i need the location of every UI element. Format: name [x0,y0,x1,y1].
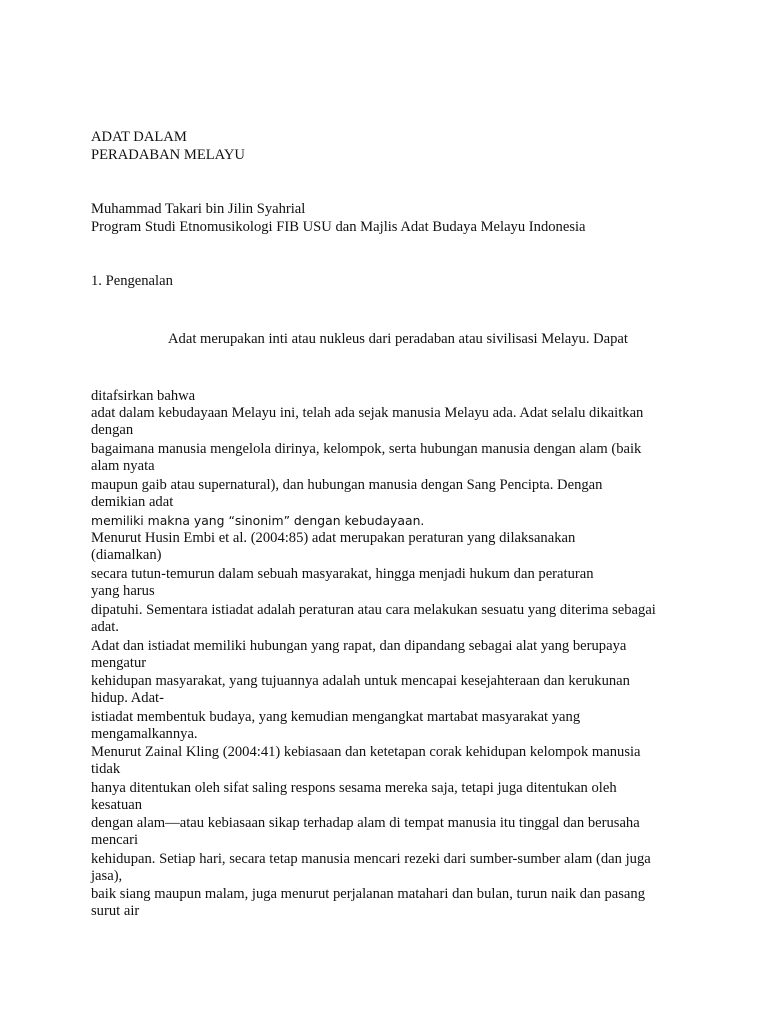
title-line-1: ADAT DALAM [91,129,187,145]
body-line: baik siang maupun malam, juga menurut perjalanan matahari dan bulan, turun naik dan pasang [91,886,645,902]
author-affiliation: Program Studi Etnomusikologi FIB USU dan Majlis Adat Budaya Melayu Indonesia [91,219,586,235]
title-line-2: PERADABAN MELAYU [91,147,245,163]
body-line: dengan [91,422,134,438]
body-line: alam nyata [91,458,155,474]
body-line: surut air [91,903,140,919]
body-line: tidak [91,761,121,777]
body-line: ditafsirkan bahwa [91,388,196,404]
body-line: kesatuan [91,797,143,813]
body-line: istiadat membentuk budaya, yang kemudian mengangkat martabat masyarakat yang [91,709,581,725]
body-line: Menurut Husin Embi et al. (2004:85) adat merupakan peraturan yang dilaksanakan [91,530,576,546]
body-line: dipatuhi. Sementara istiadat adalah peraturan atau cara melakukan sesuatu yang diterima sebagai [91,602,656,618]
body-line: mencari [91,832,138,848]
body-line: memiliki makna yang “sinonim” dengan kebudayaan. [91,513,425,528]
body-line: Menurut Zainal Kling (2004:41) kebiasaan dan ketetapan corak kehidupan kelompok manusia [91,744,641,760]
body-line: demikian adat [91,494,174,510]
body-line: kehidupan. Setiap hari, secara tetap manusia mencari rezeki dari sumber-sumber alam (dan juga [91,851,651,867]
body-line: yang harus [91,583,155,599]
body-line: maupun gaib atau supernatural), dan hubungan manusia dengan Sang Pencipta. Dengan [91,477,603,493]
intro-paragraph-line: Adat merupakan inti atau nukleus dari peradaban atau sivilisasi Melayu. Dapat [168,331,628,347]
body-line: hidup. Adat- [91,690,164,706]
body-line: jasa), [91,868,123,884]
body-line: Adat dan istiadat memiliki hubungan yang rapat, dan dipandang sebagai alat yang berupaya [91,638,627,654]
body-line: dengan alam—atau kebiasaan sikap terhadap alam di tempat manusia itu tinggal dan berusaha [91,815,640,831]
body-line: kehidupan masyarakat, yang tujuannya adalah untuk mencapai kesejahteraan dan kerukunan [91,673,630,689]
body-line: adat dalam kebudayaan Melayu ini, telah ada sejak manusia Melayu ada. Adat selalu dikaitkan [91,405,644,421]
body-line: adat. [91,619,119,635]
body-line: hanya ditentukan oleh sifat saling respons sesama mereka saja, tetapi juga ditentukan oleh [91,780,617,796]
body-line: bagaimana manusia mengelola dirinya, kelompok, serta hubungan manusia dengan alam (baik [91,441,642,457]
body-line: secara tutun-temurun dalam sebuah masyarakat, hingga menjadi hukum dan peraturan [91,566,594,582]
section-heading: 1. Pengenalan [91,273,173,289]
body-line: mengamalkannya. [91,726,198,742]
author-name: Muhammad Takari bin Jilin Syahrial [91,201,306,217]
body-line: (diamalkan) [91,547,162,563]
body-line: mengatur [91,655,147,671]
